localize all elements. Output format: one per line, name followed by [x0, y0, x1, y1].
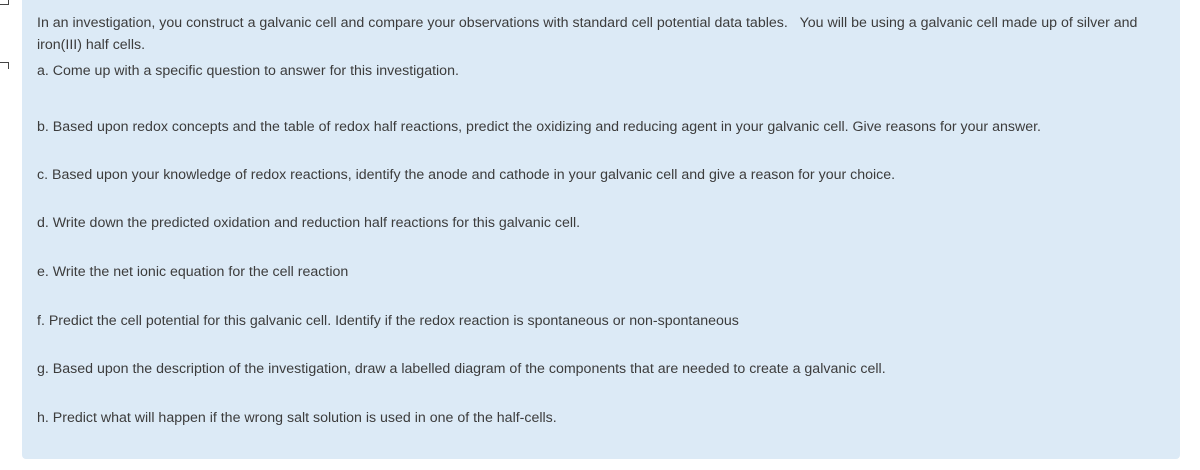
question-h: h. Predict what will happen if the wrong salt solution is used in one of the half-cells. [37, 410, 557, 426]
question-b: b. Based upon redox concepts and the table of redox half reactions, predict the oxidizing and reducing agent in your galvanic cell. Give reasons for your answer. [37, 119, 1041, 135]
question-panel [22, 0, 1180, 459]
left-edge-mark-middle [0, 62, 9, 69]
question-g: g. Based upon the description of the investigation, draw a labelled diagram of the components that are needed to create a galvanic cell. [37, 361, 886, 377]
question-c: c. Based upon your knowledge of redox reactions, identify the anode and cathode in your galvanic cell and give a reason for your choice. [37, 167, 896, 183]
question-e: e. Write the net ionic equation for the cell reaction [37, 264, 349, 280]
question-f: f. Predict the cell potential for this galvanic cell. Identify if the redox reaction is spontaneous or non-spontaneous [37, 313, 739, 329]
question-a: a. Come up with a specific question to answer for this investigation. [37, 63, 459, 79]
intro-paragraph [37, 12, 1157, 56]
intro-sentence-2: You will be using a galvanic cell made up of silver and iron(III) half cells. [37, 15, 1138, 53]
left-edge-mark-top [0, 0, 9, 5]
question-d: d. Write down the predicted oxidation and reduction half reactions for this galvanic cell. [37, 215, 581, 231]
intro-sentence-1: In an investigation, you construct a galvanic cell and compare your observations with standard cell potential data tables. [37, 15, 788, 31]
